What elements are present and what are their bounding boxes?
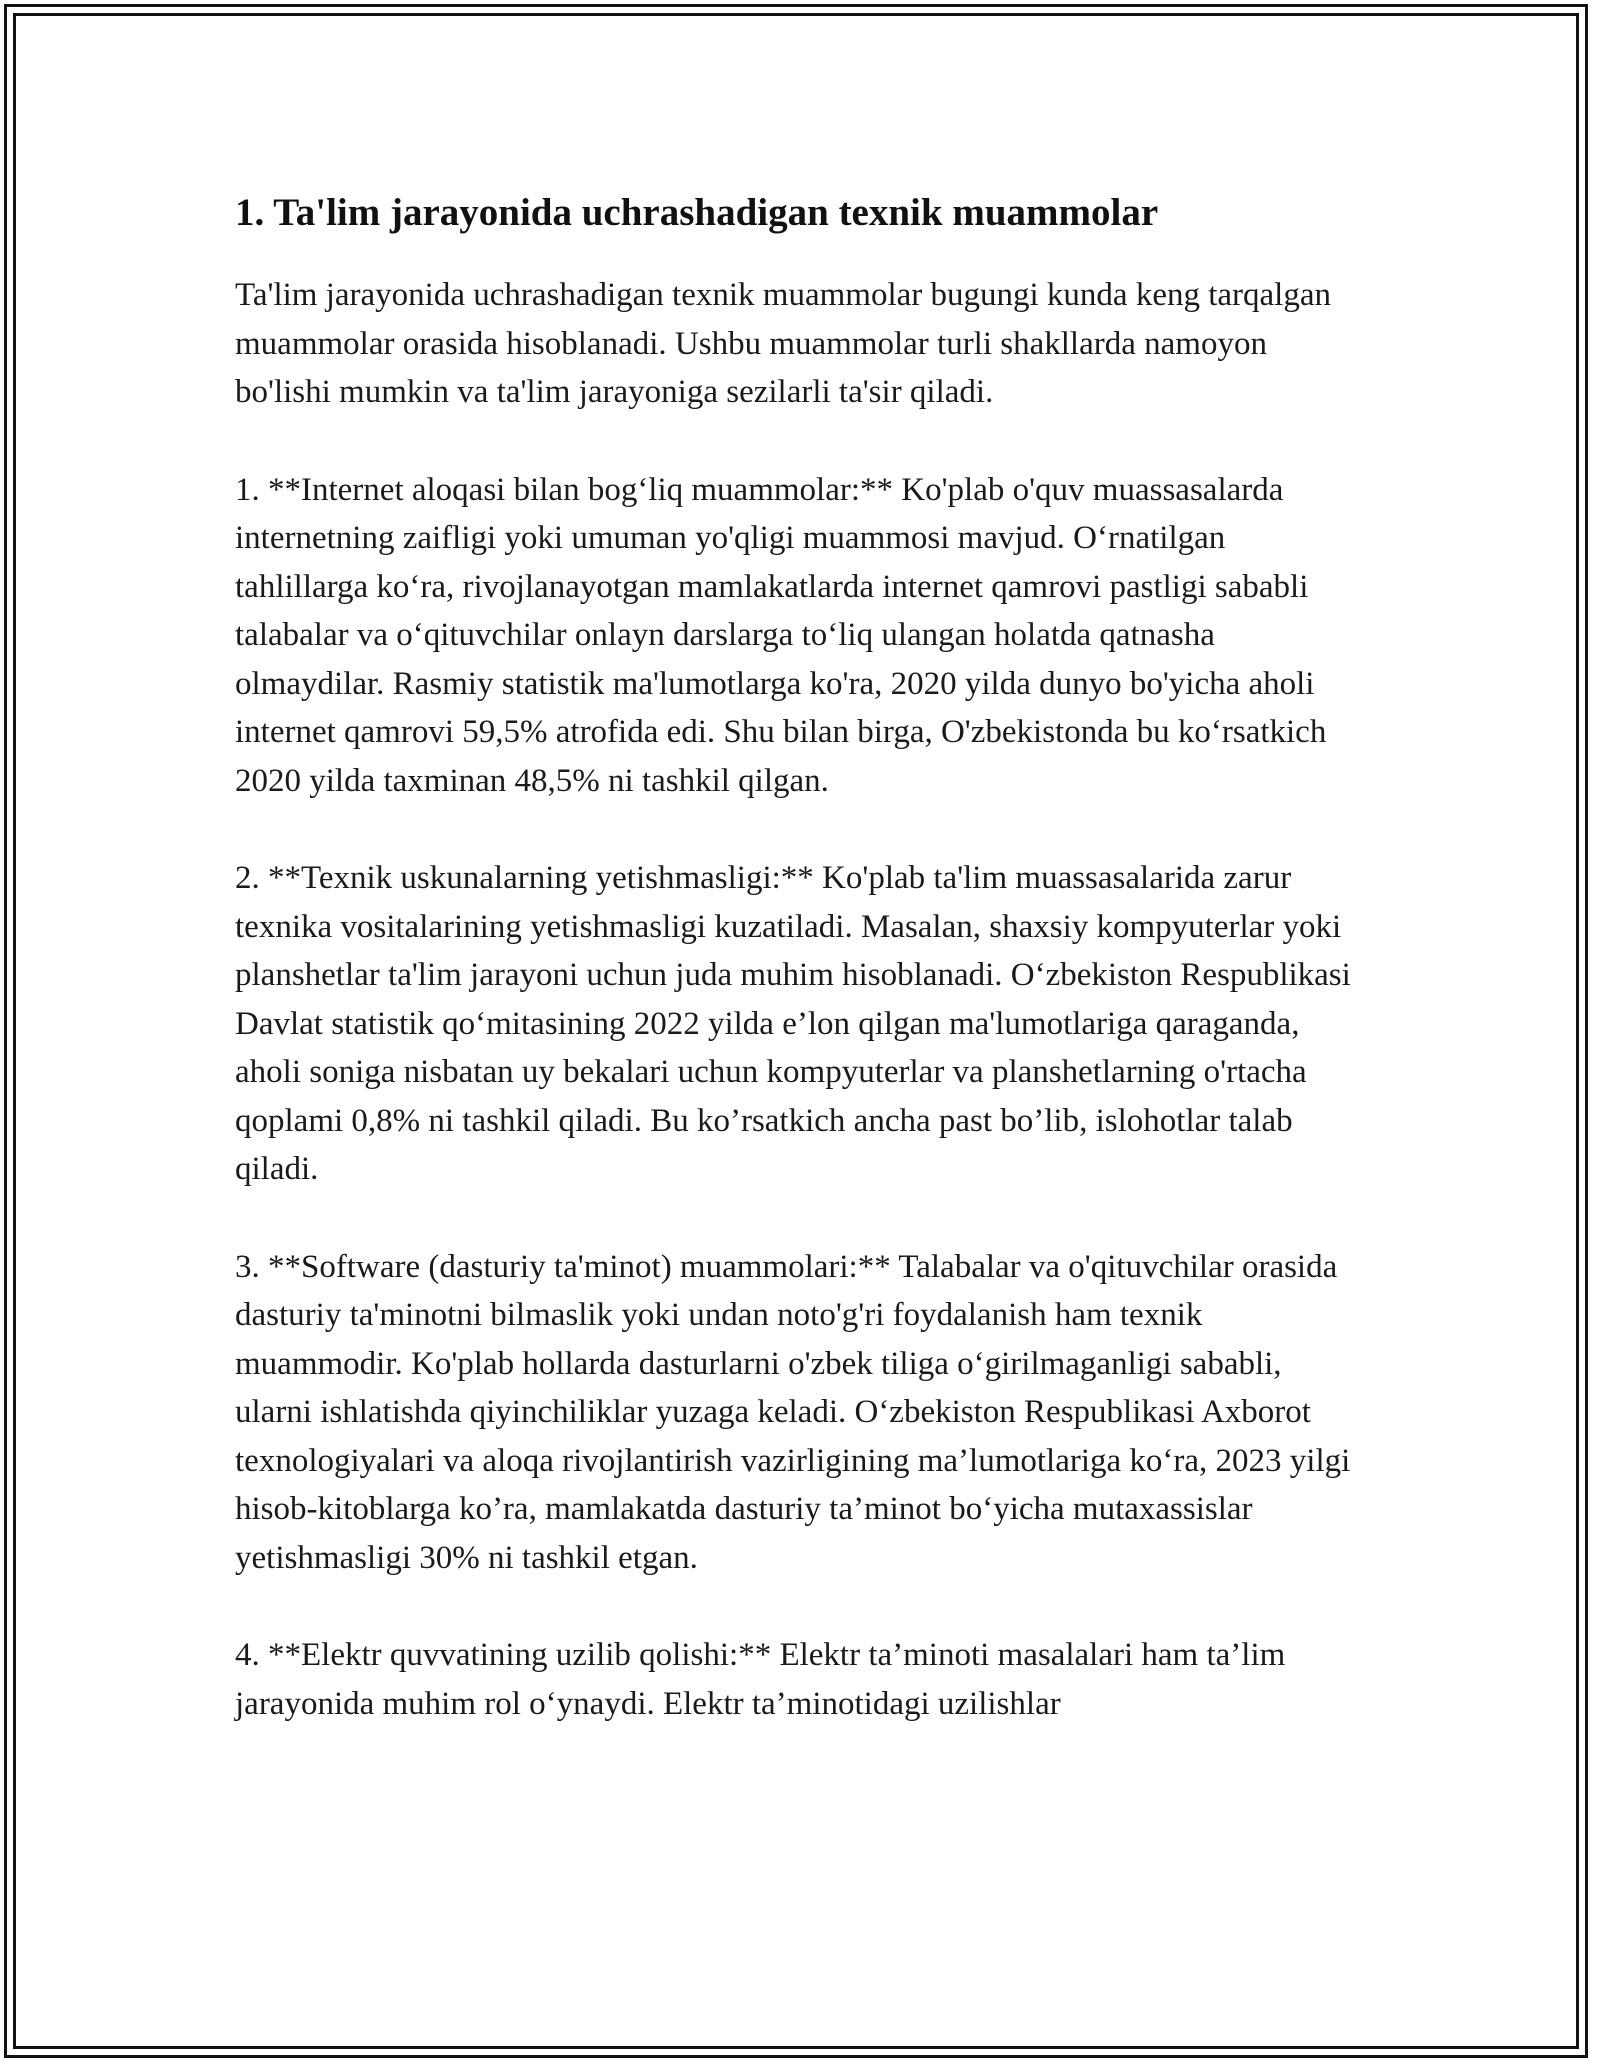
paragraph-electricity: 4. **Elektr quvvatining uzilib qolishi:** Elektr ta’minoti masalalari ham ta’lim jarayonida muhim rol o‘ynaydi. Elektr ta’minotidagi uzilishlar xyxy=(235,1637,1286,1722)
paragraph-equipment: 2. **Texnik uskunalarning yetishmasligi:** Ko'plab ta'lim muassasalarida zarur texnika vositalarining yetishmasligi kuzatiladi. Masalan, shaxsiy kompyuterlar yoki planshetlar ta'lim jarayoni uchun juda muhim hisoblanadi. O‘zbekiston Respublikasi Davlat statistik qo‘mitasining 2022 yilda e’lon qilgan ma'lumotlariga qaraganda, aholi soniga nisbatan uy bekalari uchun kompyuterlar va planshetlarning o'rtacha qoplami 0,8% ni tashkil qiladi. Bu ko’rsatkich ancha past bo’lib, islohotlar talab qiladi. xyxy=(235,860,1351,1187)
section-heading: 1. Ta'lim jarayonida uchrashadigan texnik muammolar xyxy=(235,191,1159,234)
intro-paragraph: Ta'lim jarayonida uchrashadigan texnik muammolar bugungi kunda keng tarqalgan muammolar orasida hisoblanadi. Ushbu muammolar turli shakllarda namoyon bo'lishi mumkin va ta'lim jarayoniga sezilarli ta'sir qiladi. xyxy=(235,277,1331,410)
document-body xyxy=(235,185,1365,1777)
paragraph-internet: 1. **Internet aloqasi bilan bog‘liq muammolar:** Ko'plab o'quv muassasalarda internetning zaifligi yoki umuman yo'qligi muammosi mavjud. O‘rnatilgan tahlillarga ko‘ra, rivojlanayotgan mamlakatlarda internet qamrovi pastligi sababli talabalar va o‘qituvchilar onlayn darslarga to‘liq ulangan holatda qatnasha olmaydilar. Rasmiy statistik ma'lumotlarga ko'ra, 2020 yilda dunyo bo'yicha aholi internet qamrovi 59,5% atrofida edi. Shu bilan birga, O'zbekistonda bu ko‘rsatkich 2020 yilda taxminan 48,5% ni tashkil qilgan. xyxy=(235,471,1327,799)
paragraph-software: 3. **Software (dasturiy ta'minot) muammolari:** Talabalar va o'qituvchilar orasida dasturiy ta'minotni bilmaslik yoki undan noto'g'ri foydalanish ham texnik muammodir. Ko'plab hollarda dasturlarni o'zbek tiliga o‘girilmaganligi sababli, ularni ishlatishda qiyinchiliklar yuzaga keladi. O‘zbekiston Respublikasi Axborot texnologiyalari va aloqa rivojlantirish vazirligining ma’lumotlariga ko‘ra, 2023 yilgi hisob-kitoblarga ko’ra, mamlakatda dasturiy ta’minot bo‘yicha mutaxassislar yetishmasligi 30% ni tashkil etgan. xyxy=(235,1248,1351,1576)
